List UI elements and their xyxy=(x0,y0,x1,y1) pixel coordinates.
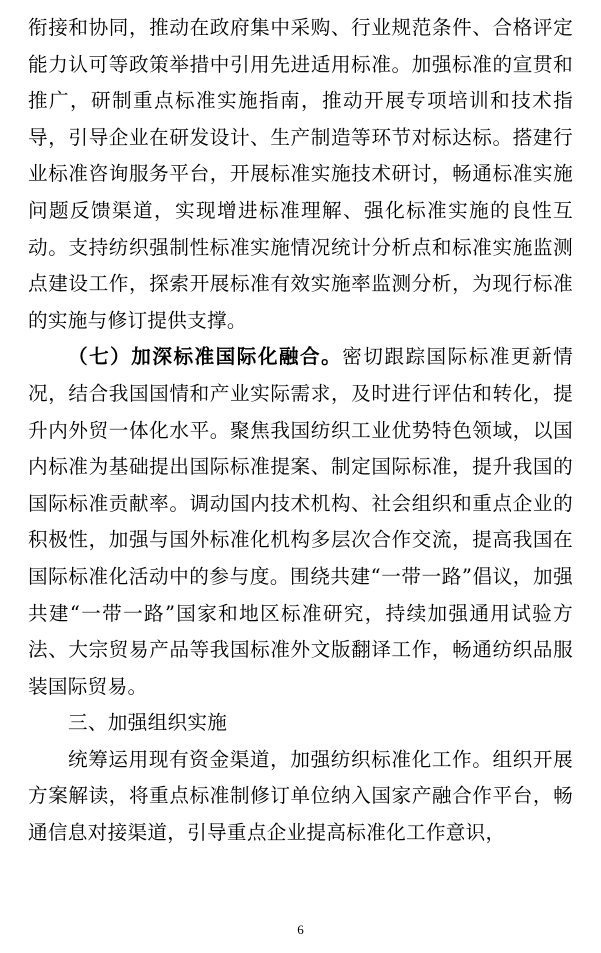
paragraph-internationalization xyxy=(28,339,573,705)
page-number: 6 xyxy=(297,922,304,937)
paragraph-organization: 统筹运用现有资金渠道，加强纺织标准化工作。组织开展方案解读，将重点标准制修订单位纳入国家产融合作平台，畅通信息对接渠道，引导重点企业提高标准化工作意识， xyxy=(28,747,573,845)
section-heading: 三、加强组织实施 xyxy=(68,711,228,735)
paragraph-body: 密切跟踪国际标准更新情况，结合我国国情和产业实际需求，及时进行评估和转化，提升内外贸一体化水平。聚焦我国纺织工业优势特色领域，以国内标准为基础提出国际标准提案、制定国际标准，提升我国的国际标准贡献率。调动国内技术机构、社会组织和重点企业的积极性，加强与国外标准化机构多层次合作交流，提高我国在国际标准化活动中的参与度。围绕共建“一带一路”倡议，加强共建“一带一路”国家和地区标准研究，持续加强通用试验方法、大宗贸易产品等我国标准外文版翻译工作，畅通纺织品服装国际贸易。 xyxy=(28,345,573,698)
subsection-heading: （七）加深标准国际化融合。 xyxy=(68,345,343,369)
paragraph-standards-implementation: 衔接和协同，推动在政府集中采购、行业规范条件、合格评定能力认可等政策举措中引用先进适用标准。加强标准的宣贯和推广，研制重点标准实施指南，推动开展专项培训和技术指导，引导企业在研发设计、生产制造等环节对标达标。搭建行业标准咨询服务平台，开展标准实施技术研讨，畅通标准实施问题反馈渠道，实现增进标准理解、强化标准实施的良性互动。支持纺织强制性标准实施情况统计分析点和标准实施监测点建设工作，探索开展标准有效实施率监测分析，为现行标准的实施与修订提供支撑。 xyxy=(28,16,573,332)
document-page xyxy=(28,10,573,852)
